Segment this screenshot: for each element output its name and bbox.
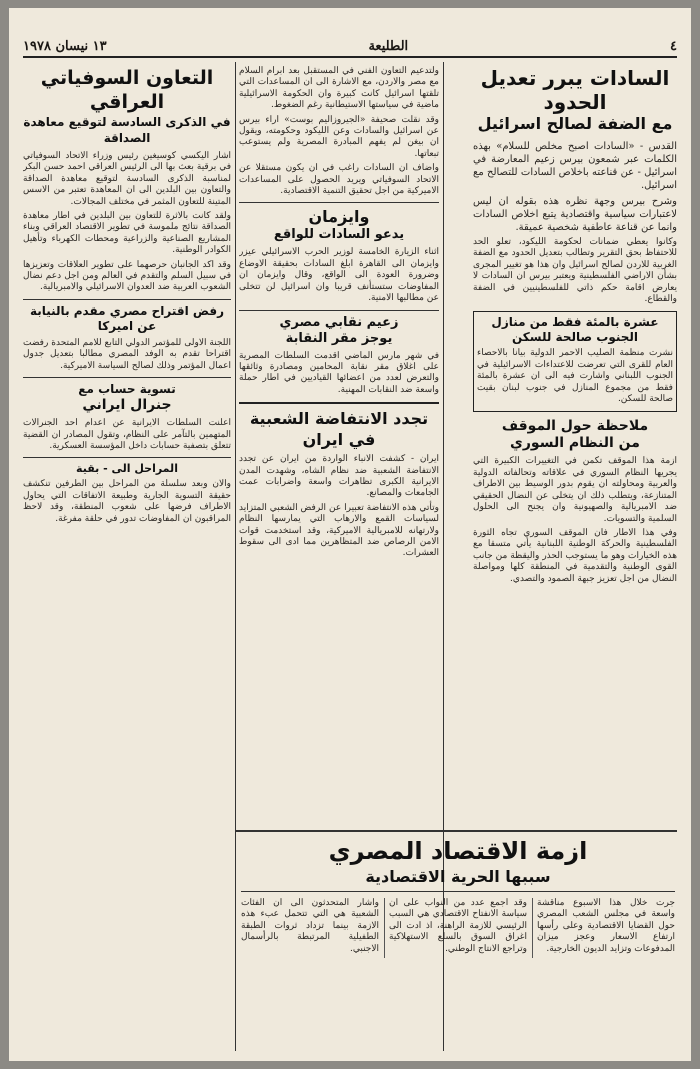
section-rule bbox=[235, 830, 677, 832]
article-paragraph: وكانوا يعطي ضمانات لحكومة الليكود، تعلو الحد للاحتفاظ بحق التقرير وتطالب بتعديل الحدود مع الضفة الغربية للاردن لصالح اسرائيل وان هذا هو تغيير المجرى بشأن الاراضي الفلسطينية ويعتبر بيرس ان السادات لا يعارض اقامة حكم ذاتي للفلسطينيين في الضفة والقطاع. bbox=[473, 237, 677, 305]
economy-article bbox=[241, 836, 675, 1051]
egypt-proposal-article bbox=[23, 299, 231, 372]
article-paragraph: في شهر مارس الماضي اقدمت السلطات المصرية على اغلاق مقر نقابة المحامين ومصادرة وثائقها والتعرض لعدد من اعضائها القياديين في اطار حملة واسعة ضد النقابات المهنية. bbox=[239, 350, 439, 395]
article-paragraph: جرت خلال هذا الاسبوع مناقشة واسعة في مجلس الشعب المصري حول القضايا الاقتصادية وعلى رأسها ارتفاع الاسعار وعجز ميزان المدفوعات وتزايد الديون الخارجية. bbox=[537, 898, 675, 954]
article-paragraph: والان وبعد سلسلة من المراحل بين الطرفين تنكشف حقيقة التسوية الجارية وطبيعة الاتفاقات التي يحاول الاطراف فرضها على شعوب المنطقة، وقد لاحظ المراقبون ان المفاوضات تدور في حلقة مفرغة. bbox=[23, 479, 231, 524]
article-paragraph: واشار المتحدثون الى ان الفئات الشعبية هي التي تتحمل عبء هذه الازمة بينما تزداد ثروات الطبقة الطفيلية المرتبطة بالرأسمال الاجنبي. bbox=[241, 898, 379, 954]
headline-weizman: وايزمان bbox=[308, 207, 370, 227]
economy-columns bbox=[241, 898, 675, 958]
article-paragraph: وقد اجمع عدد من النواب على ان سياسة الانفتاح الاقتصادي هي السبب الرئيسي للازمة الراهنة، اذ ادت الى اغراق السوق بالسلع الاستهلاكية وتراجع الانتاج الوطني. bbox=[389, 898, 527, 954]
article-paragraph: وفي هذا الاطار فان الموقف السوري تجاه الثورة الفلسطينية والحركة الوطنية اللبنانية يأتي متسقا مع هذه الخيارات وهو ما يستوجب الحذر واليقظة من جانب القوى الوطنية والتقدمية في المنطقة كلها ومواصلة النضال من اجل تعزيز جبهة الصمود والتصدي. bbox=[473, 527, 677, 584]
south-lebanon-box bbox=[473, 311, 677, 412]
newspaper-page bbox=[9, 8, 691, 1061]
headline-soviet-iraqi-2: في الذكرى السادسة لتوقيع معاهدة الصداقة bbox=[23, 115, 231, 145]
iran-article bbox=[239, 402, 439, 560]
headline-iranian-general: تسوية حساب مع bbox=[78, 382, 176, 397]
column-rule bbox=[235, 62, 236, 1051]
article-paragraph: وقد نقلت صحيفة «الجيروزاليم بوست» اراء بيرس عن اسرائيل والسادات وعن الليكود وحكومته، ويقول ان بيغن لم يفهم المبادرة المصرية ولم يستوعب تبعاتها. bbox=[239, 114, 439, 159]
stages-article bbox=[23, 457, 231, 525]
headline-union-leader-2: يوجز مقر النقابة bbox=[285, 330, 393, 346]
headline-sadat-borders-2: مع الضفة لصالح اسرائيل bbox=[477, 114, 673, 133]
middle-column bbox=[239, 66, 439, 824]
headline-weizman-2: يدعو السادات للواقع bbox=[273, 227, 405, 243]
headline-soviet-iraqi: التعاون السوفياتي العراقي bbox=[40, 67, 214, 113]
left-column bbox=[23, 66, 231, 824]
article-paragraph: اثناء الزيارة الخامسة لوزير الحرب الاسرائيلي عيزر وايزمان الى القاهرة ابلغ السادات بحقيقة الاوضاع وضرورة العودة الى الواقع، وقال وايزمان ان المفاوضات ستستأنف قريبا وان اسرائيل لن تتخلى عن مطالبها الامنية. bbox=[239, 247, 439, 304]
headline-south-lebanon: عشرة بالمئة فقط من منازل الجنوب صالحة للسكن bbox=[491, 315, 659, 345]
right-column bbox=[473, 66, 677, 824]
article-paragraph: نشرت منظمة الصليب الاحمر الدولية بيانا بالاحصاء العام للقرى التي تعرضت للاعتداءات الاسرائيلية في الجنوب اللبناني واشارت فيه الى ان عشرة بالمئة فقط من مجموع المنازل في جنوب لبنان بقيت صالحة للسكن. bbox=[477, 348, 673, 405]
headline-iran-uprising: تجدد الانتفاضة الشعبية في ايران bbox=[249, 409, 429, 450]
article-paragraph: ازمة هذا الموقف تكمن في التغييرات الكبيرة التي يجريها النظام السوري في علاقاته وتحالفاته الدولية والعربية ومحاولته ان يقوم بدور الوسيط بين الاطراف المتنازعة، ويتطلب ذلك ان يتخلى عن النضال الحقيقي ضد الامبريالية والصهيونية وان يجنح الى الحلول السلمية والتسويات. bbox=[473, 456, 677, 524]
weizman-article bbox=[239, 202, 439, 304]
article-paragraph: ايران - كشفت الانباء الواردة من ايران عن تجدد الانتفاضة الشعبية ضد نظام الشاه، وشهدت المدن الايرانية الكبرى تظاهرات واسعة واضرابات عمت الجامعات والمصانع. bbox=[239, 454, 439, 499]
article-paragraph: ولتدعيم التعاون الفني في المستقبل بعد ابرام السلام مع مصر والاردن، مع الاشارة الى ان المساعدات التي تلقتها اسرائيل كانت كبيرة وان الحكومة الاسرائيلية ماضية في سياستها الاستيطانية رغم الضغوط. bbox=[239, 66, 439, 111]
article-paragraph: واضاف ان السادات راغب في ان يكون مستقلا عن الاتحاد السوفياتي ويريد الحصول على المساعدات الاميركية من اجل تحقيق التنمية الاقتصادية. bbox=[239, 163, 439, 197]
page-number: ٤ bbox=[670, 39, 677, 54]
headline-iranian-general-2: جنرال ايراني bbox=[82, 397, 172, 414]
headline-egypt-proposal: رفض اقتراح مصري مقدم بالنيابة عن اميركا bbox=[29, 303, 225, 333]
article-paragraph: وتأتي هذه الانتفاضة تعبيرا عن الرفض الشعبي المتزايد لسياسات القمع والارهاب التي يمارسها النظام ولارتهانه للامبريالية الاميركية، وقد استخدمت قوات الامن الرصاص ضد المتظاهرين مما ادى الى سقوط العشرات. bbox=[239, 502, 439, 559]
article-paragraph: اعلنت السلطات الايرانية عن اعدام احد الجنرالات المتهمين بالتآمر على النظام، وتقول المصادر ان القضية تتعلق بتصفية حسابات داخل المؤسسة العسكرية. bbox=[23, 418, 231, 451]
article-paragraph: القدس - «السادات اصبح مخلص للسلام» بهذه الكلمات عبر شمعون بيرس زعيم المعارضة في اسرائيل - عن قناعته باخلاص السادات للتصالح مع اسرائيل. bbox=[473, 141, 677, 191]
union-leader-article bbox=[239, 310, 439, 397]
iranian-general-article bbox=[23, 377, 231, 452]
article-paragraph: اشار اليكسي كوسيغين رئيس وزراء الاتحاد السوفياتي في برقية بعث بها الى الرئيس العراقي احمد حسن البكر لمناسبة الذكرى السادسة لتوقيع معاهدة الصداقة والتعاون بين البلدين الى ان المعاهدة تعتبر من الاسس المتينة للتعاون المثمر في مختلف المجالات. bbox=[23, 151, 231, 207]
headline-union-leader: زعيم نقابي مصري bbox=[279, 314, 399, 330]
headline-sadat-borders: السادات يبرر تعديل الحدود bbox=[480, 66, 670, 114]
headline-syria-note: ملاحظة حول الموقف bbox=[501, 418, 649, 435]
article-paragraph: وقد اكد الجانبان حرصهما على تطوير العلاقات وتعزيزها في سبيل السلم والتقدم في العالم ومن اجل دعم نضال الشعوب العربية ضد العدوان الاسرائيلي والامبريالية. bbox=[23, 259, 231, 293]
headline-egypt-economy-2: سببها الحرية الاقتصادية bbox=[241, 866, 675, 892]
headline-egypt-economy: ازمة الاقتصاد المصري bbox=[328, 837, 588, 865]
headline-stages: المراحل الى - بقية bbox=[76, 462, 178, 476]
article-paragraph: وشرح بيرس وجهة نظره هذه بقوله ان ليس لاعتبارات سياسية واقتصادية يتبع اخلاص السادات وانما عن قناعة عاطفية شخصية عميقة. bbox=[473, 196, 677, 233]
masthead bbox=[23, 38, 677, 58]
article-paragraph: ولقد كانت بالاثرة للتعاون بين البلدين في اطار معاهدة الصداقة نتائج ملموسة في تطوير الاقتصاد العراقي وبناء المشاريع الصناعية والزراعية ومحطات الكهرباء وتأهيل الكوادر الوطنية. bbox=[23, 211, 231, 256]
headline-syria-note-2: من النظام السوري bbox=[510, 435, 640, 452]
section-name: الطليعة bbox=[368, 39, 409, 54]
issue-date: ١٣ نيسان ١٩٧٨ bbox=[23, 39, 107, 54]
article-paragraph: اللجنة الاولى للمؤتمر الدولي التابع للامم المتحدة رفضت اقتراحا تقدم به الوفد المصري مطالبا بتعديل جدول اعمال المؤتمر وذلك لصالح السياسة الاميركية. bbox=[23, 337, 231, 371]
